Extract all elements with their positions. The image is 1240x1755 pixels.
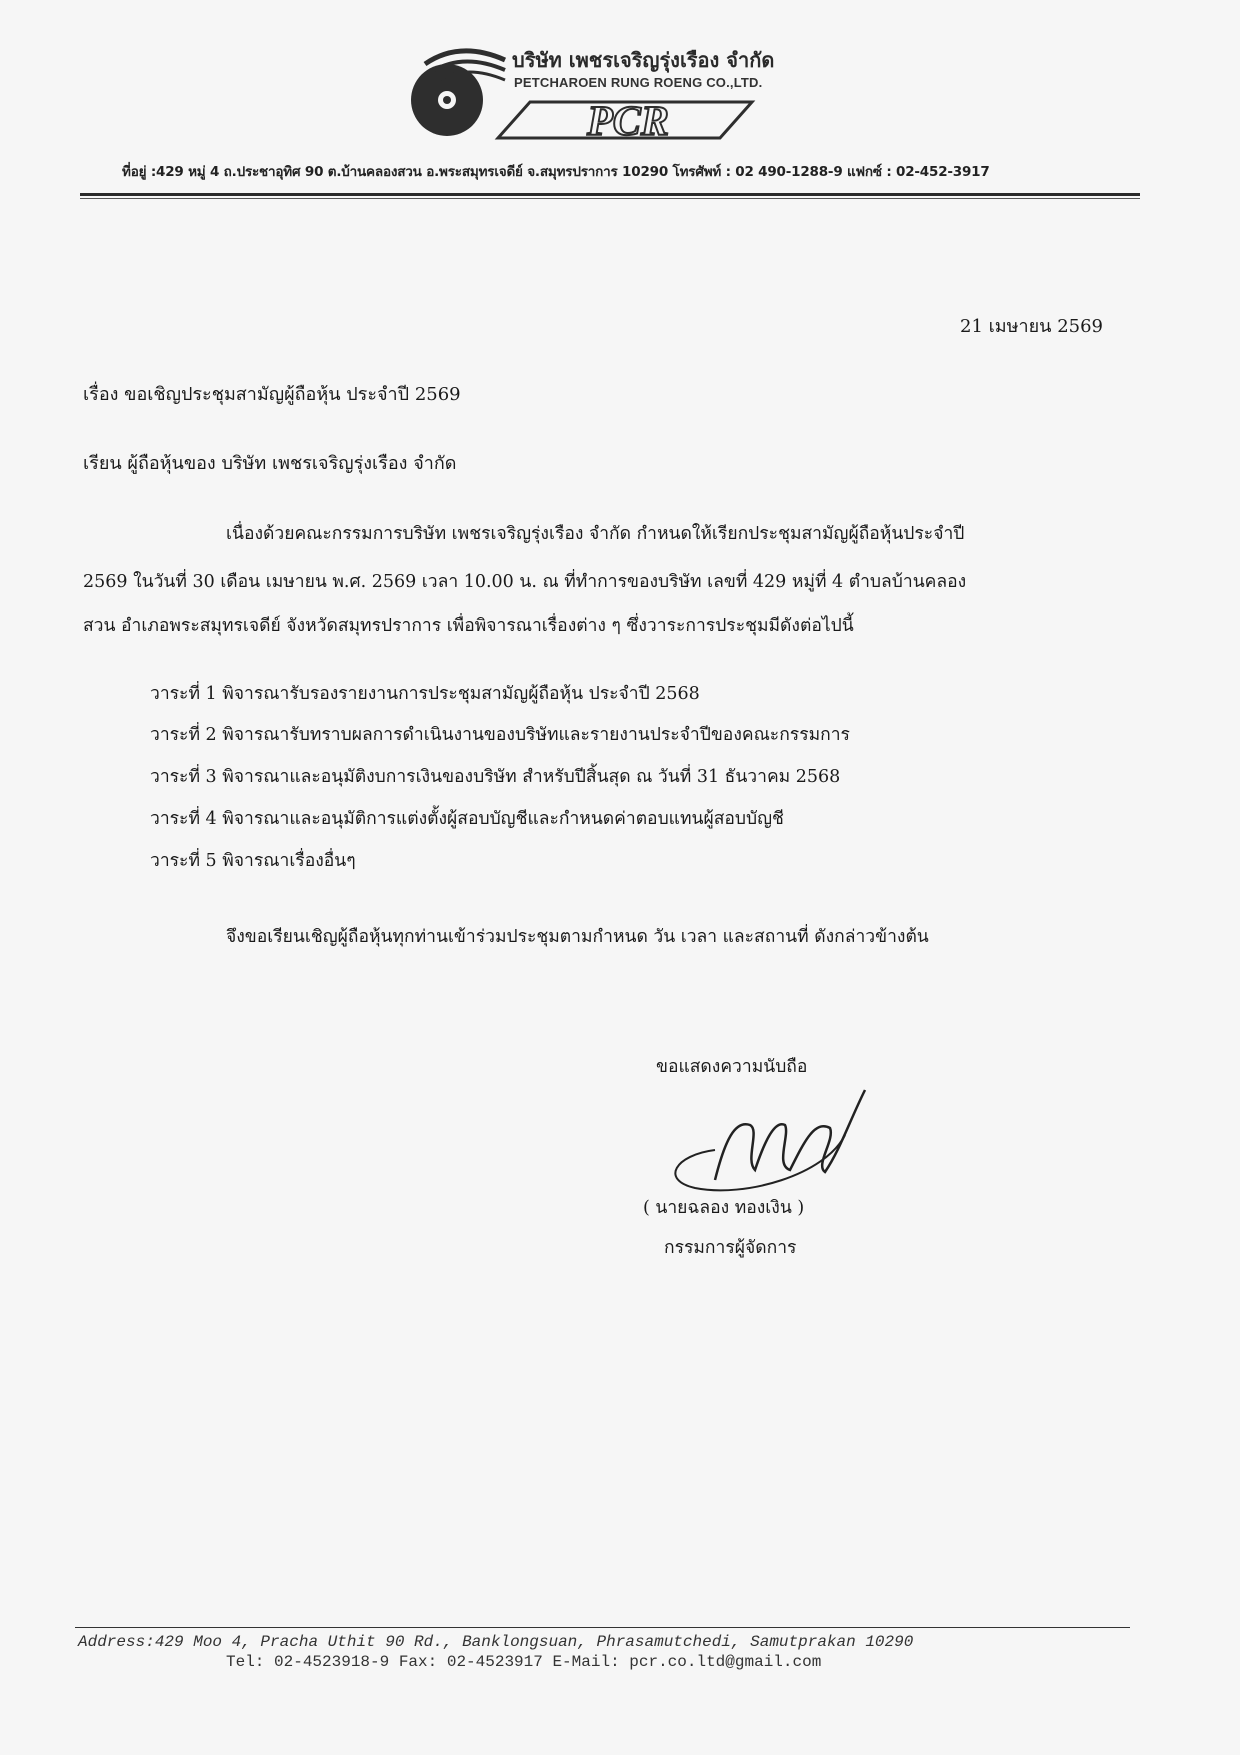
body-paragraph-line: 2569 ในวันที่ 30 เดือน เมษายน พ.ศ. 2569 เวลา 10.00 น. ณ ที่ทำการของบริษัท เลขที่ 429 หมู่ที่ 4 ตำบลบ้านคลอง: [83, 572, 967, 592]
agenda-item: วาระที่ 2 พิจารณารับทราบผลการดำเนินงานของบริษัทและรายงานประจำปีของคณะกรรมการ: [150, 725, 850, 745]
handwritten-signature: [655, 1080, 875, 1200]
agenda-item: วาระที่ 4 พิจารณาและอนุมัติการแต่งตั้งผู้สอบบัญชีและกำหนดค่าตอบแทนผู้สอบบัญชี: [150, 809, 784, 829]
agenda-item: วาระที่ 3 พิจารณาและอนุมัติงบการเงินของบริษัท สำหรับปีสิ้นสุด ณ วันที่ 31 ธันวาคม 2568: [150, 767, 841, 787]
body-paragraph-line: เนื่องด้วยคณะกรรมการบริษัท เพชรเจริญรุ่งเรือง จำกัด กำหนดให้เรียกประชุมสามัญผู้ถือหุ้นประจำปี: [226, 524, 965, 544]
letterhead-divider: [80, 193, 1140, 196]
letter-salutation: เรียน ผู้ถือหุ้นของ บริษัท เพชรเจริญรุ่งเรือง จำกัด: [83, 453, 457, 474]
pcr-logo: [490, 92, 760, 148]
signer-name: ( นายฉลอง ทองเงิน ): [643, 1198, 805, 1218]
pcr-logo-text: PCR: [587, 99, 669, 145]
letterhead-divider-thin: [80, 198, 1140, 199]
regards-line: ขอแสดงความนับถือ: [656, 1057, 808, 1077]
closing-paragraph: จึงขอเรียนเชิญผู้ถือหุ้นทุกท่านเข้าร่วมประชุมตามกำหนด วัน เวลา และสถานที่ ดังกล่าวข้างต้น: [226, 927, 929, 947]
company-name-english: PETCHAROEN RUNG ROENG CO.,LTD.: [514, 75, 763, 90]
company-name-thai: บริษัท เพชรเจริญรุ่งเรือง จำกัด: [512, 48, 775, 72]
footer-address: Address:429 Moo 4, Pracha Uthit 90 Rd., Banklongsuan, Phrasamutchedi, Samutprakan 10290: [78, 1633, 914, 1651]
signer-title: กรรมการผู้จัดการ: [664, 1238, 797, 1258]
letter-subject: เรื่อง ขอเชิญประชุมสามัญผู้ถือหุ้น ประจำปี 2569: [83, 384, 461, 405]
footer-contact: Tel: 02-4523918-9 Fax: 02-4523917 E-Mail: pcr.co.ltd@gmail.com: [226, 1653, 822, 1671]
agenda-item: วาระที่ 1 พิจารณารับรองรายงานการประชุมสามัญผู้ถือหุ้น ประจำปี 2568: [150, 684, 700, 704]
footer-divider: [75, 1627, 1130, 1628]
letterhead-address: ที่อยู่ :429 หมู่ 4 ถ.ประชาอุทิศ 90 ต.บ้านคลองสวน อ.พระสมุทรเจดีย์ จ.สมุทรปราการ 10290 โทรศัพท์ : 02 490-1288-9 แฟกซ์ : 02-452-3917: [122, 164, 990, 180]
body-paragraph-line: สวน อำเภอพระสมุทรเจดีย์ จังหวัดสมุทรปราการ เพื่อพิจารณาเรื่องต่าง ๆ ซึ่งวาระการประชุมมีดังต่อไปนี้: [83, 616, 854, 636]
letter-date: 21 เมษายน 2569: [960, 316, 1103, 337]
agenda-item: วาระที่ 5 พิจารณาเรื่องอื่นๆ: [150, 851, 356, 871]
